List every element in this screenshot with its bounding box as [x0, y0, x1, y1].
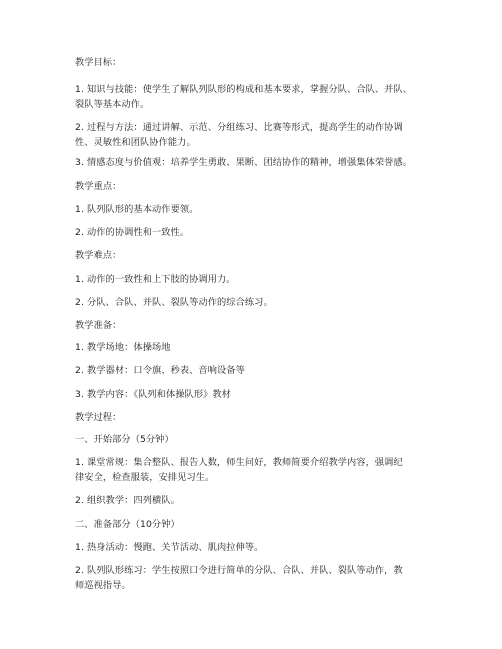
section-1-item-1-line-2: 律安全，检查服装，安排见习生。: [75, 472, 215, 483]
heading-process: 教学过程：: [75, 412, 122, 423]
section-1-item-2: 2. 组织教学：四列横队。: [75, 495, 180, 506]
preparation-3: 3. 教学内容：《队列和体操队形》教材: [75, 389, 231, 400]
section-2-item-2-line-2: 师巡视指导。: [75, 580, 131, 591]
section-1-heading: 一、开始部分（5分钟）: [75, 434, 174, 445]
key-point-1: 1. 队列队形的基本动作要领。: [75, 204, 199, 215]
section-2-item-1: 1. 热身活动：慢跑、关节活动、肌肉拉伸等。: [75, 542, 264, 553]
preparation-2: 2. 教学器材：口令旗、秒表、音响设备等: [75, 365, 245, 376]
section-2-heading: 二、准备部分（10分钟）: [75, 519, 180, 530]
preparation-1: 1. 教学场地：体操场地: [75, 342, 171, 353]
difficulty-2: 2. 分队、合队、并队、裂队等动作的综合练习。: [75, 297, 273, 308]
heading-teaching-objectives: 教学目标：: [75, 57, 122, 68]
difficulty-1: 1. 动作的一致性和上下肢的协调用力。: [75, 274, 236, 285]
key-point-2: 2. 动作的协调性和一致性。: [75, 227, 190, 238]
section-1-item-1-line-1: 1. 课堂常规：集合整队、报告人数，师生问好，教师简要介绍教学内容，强调纪: [75, 457, 403, 468]
heading-difficulties: 教学难点：: [75, 250, 122, 261]
objective-2-line-1: 2. 过程与方法：通过讲解、示范、分组练习、比赛等形式，提高学生的动作协调: [75, 122, 403, 133]
section-2-item-2-line-1: 2. 队列队形练习：学生按照口令进行简单的分队、合队、并队、裂队等动作，教: [75, 565, 403, 576]
heading-key-points: 教学重点：: [75, 181, 122, 192]
heading-preparation: 教学准备：: [75, 320, 122, 331]
objective-1-line-1: 1. 知识与技能：使学生了解队列队形的构成和基本要求，掌握分队、合队、并队、: [75, 84, 413, 95]
objective-2-line-2: 性、灵敏性和团队协作能力。: [75, 137, 196, 148]
objective-3: 3. 情感态度与价值观：培养学生勇敢、果断、团结协作的精神，增强集体荣誉感。: [75, 157, 413, 168]
objective-1-line-2: 裂队等基本动作。: [75, 99, 150, 110]
